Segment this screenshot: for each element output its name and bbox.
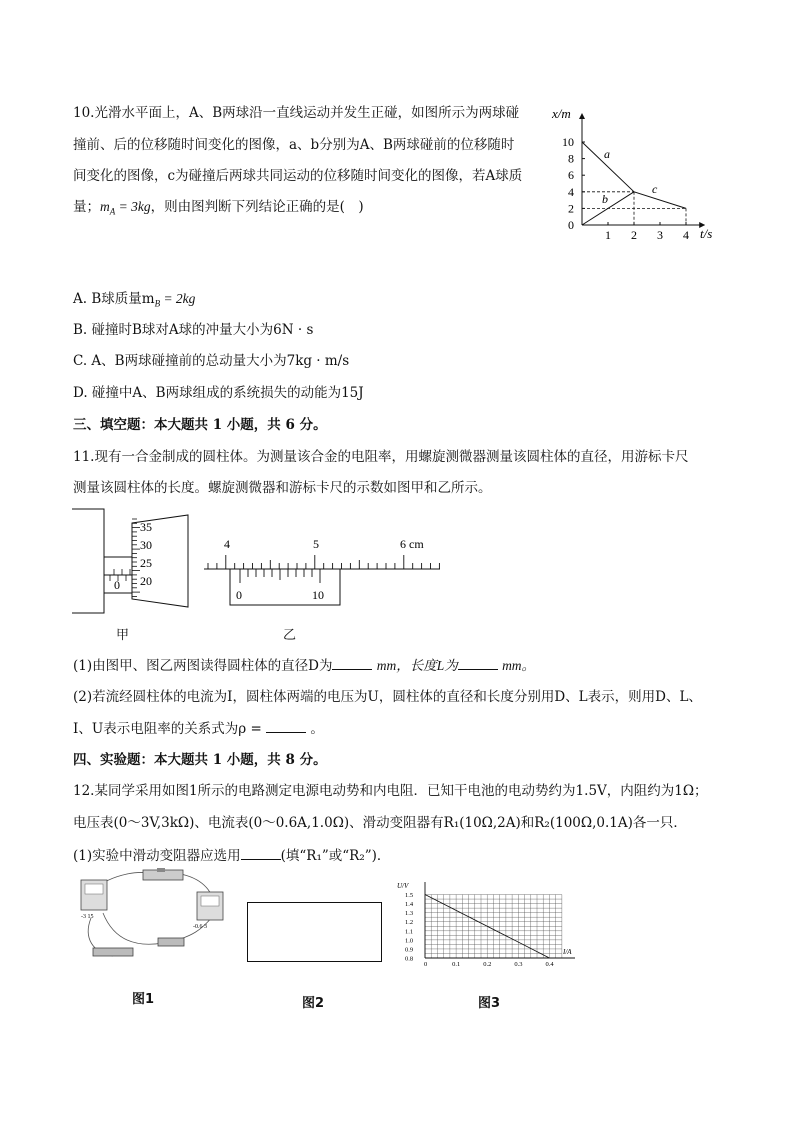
xt-ytick-4: 4: [568, 184, 574, 199]
caliper-figure: [200, 533, 445, 618]
micrometer-sleeve-zero: 0: [114, 578, 120, 592]
caption-jia: 甲: [116, 628, 130, 643]
xt-line-c: [634, 192, 686, 209]
q11-sub2-text: I、U表示电阻率的关系式为ρ =: [73, 721, 262, 737]
q10-option-b: B. 碰撞时B球对A球的冲量大小为6N · s: [73, 322, 314, 338]
q11-sub1-unit2: mm。: [502, 658, 536, 673]
q11-diameter-blank[interactable]: [332, 656, 372, 670]
ui-ytick-1.2: 1.2: [405, 919, 414, 927]
section3-heading: 三、填空题：本大题共 1 小题，共 6 分。: [73, 417, 327, 433]
q12-line1: 12.某同学采用如图1所示的电路测定电源电动势和内电阻．已知干电池的电动势约为1.5V，内阻约为1Ω；: [73, 783, 708, 799]
caliper-vernier-10: 10: [312, 588, 324, 602]
q11-sub2-line2: [73, 719, 324, 738]
q11-resistivity-blank[interactable]: [266, 719, 306, 733]
xt-xtick-1: 1: [605, 228, 611, 242]
ui-ylabel: U/V: [397, 882, 409, 890]
xt-xlabel: t/s: [700, 226, 713, 241]
q10-option-a-text: A. B球质量m: [73, 291, 155, 307]
q11-sub2-line1: (2)若流经圆柱体的电流为I，圆柱体两端的电压为U，圆柱体的直径和长度分别用D、L表示，则用D、L、: [73, 689, 702, 705]
fig2-empty-box: [247, 902, 382, 962]
ui-xlabel: I/A: [563, 948, 572, 956]
xt-ytick-0: 0: [568, 218, 574, 232]
ui-xtick-0: 0: [424, 961, 428, 968]
caption-yi: 乙: [283, 628, 297, 643]
xt-xtick-2: 2: [631, 228, 637, 242]
q11-length-blank[interactable]: [458, 656, 498, 670]
xt-ytick-10: 10: [562, 135, 574, 149]
q11-line1: 11.现有一合金制成的圆柱体。为测量该合金的电阻率，用螺旋测微器测量该圆柱体的直径，用游标卡尺: [73, 449, 689, 465]
q11-sub2-end: 。: [310, 721, 324, 737]
xt-label-c: c: [652, 182, 658, 196]
q10-mass-sub: A: [109, 206, 116, 217]
q10-option-a-val: = 2kg: [160, 291, 196, 306]
ui-ytick-0.9: 0.9: [405, 946, 414, 954]
q10-option-d: D. 碰撞中A、B两球组成的系统损失的动能为15J: [73, 385, 364, 401]
q10-line4: [73, 198, 364, 221]
ui-ytick-1.1: 1.1: [405, 928, 414, 936]
caliper-vernier-0: 0: [236, 588, 242, 602]
xt-label-a: a: [604, 147, 610, 161]
q12-sub1-end: (填“R₁”或“R₂”)．: [280, 848, 391, 864]
ui-ytick-1.0: 1.0: [405, 937, 414, 945]
ammeter-label: -0.6 3: [193, 924, 207, 930]
q10-line4-post: ，则由图判断下列结论正确的是( ): [150, 199, 364, 215]
micrometer-tick-30: 30: [140, 538, 152, 552]
xt-chart: [540, 100, 730, 245]
xt-ylabel: x/m: [552, 106, 571, 121]
fig3-caption: 图3: [478, 996, 501, 1011]
caliper-main-6: 6 cm: [400, 537, 424, 551]
q12-sub1: [73, 846, 390, 865]
fig2-caption: 图2: [302, 996, 325, 1011]
q12-line2: 电压表(0～3V,3kΩ)、电流表(0～0.6A,1.0Ω)、滑动变阻器有R₁(10Ω,2A)和R₂(100Ω,0.1A)各一只．: [73, 815, 687, 831]
micrometer-tick-20: 20: [140, 574, 152, 588]
ui-ytick-1.5: 1.5: [405, 892, 414, 900]
q11-sub1-text: (1)由图甲、图乙两图读得圆柱体的直径D为: [73, 658, 333, 674]
q10-line3: 间变化的图像，c为碰撞后两球共同运动的位移随时间变化的图像，若A球质: [73, 168, 523, 184]
q11-line2: 测量该圆柱体的长度。螺旋测微器和游标卡尺的示数如图甲和乙所示。: [73, 480, 492, 496]
xt-xtick-4: 4: [683, 228, 689, 242]
ui-ytick-1.4: 1.4: [405, 901, 414, 909]
ui-chart: [395, 878, 585, 973]
micrometer-tick-35: 35: [140, 520, 152, 534]
xt-ytick-6: 6: [568, 168, 574, 183]
ui-xtick-0.2: 0.2: [483, 961, 492, 968]
xt-xtick-3: 3: [657, 228, 663, 242]
switch-icon: [158, 938, 184, 946]
q12-rheostat-blank[interactable]: [241, 846, 281, 860]
micrometer-figure: [70, 505, 195, 620]
caliper-main-4: 4: [224, 537, 230, 551]
q11-sub1-unit1: mm，长度L为: [376, 658, 458, 673]
caliper-main-5: 5: [313, 537, 319, 551]
q10-line2: 撞前、后的位移随时间变化的图像，a、b分别为A、B两球碰前的位移随时: [73, 137, 515, 153]
xt-ytick-8: 8: [568, 151, 574, 166]
q10-line1: 10.光滑水平面上，A、B两球沿一直线运动并发生正碰，如图所示为两球碰: [73, 105, 520, 121]
circuit-figure: [73, 868, 233, 966]
battery-icon: [93, 948, 133, 956]
q12-sub1-text: (1)实验中滑动变阻器应选用: [73, 848, 241, 864]
ui-xtick-0.3: 0.3: [514, 961, 523, 968]
q10-option-c: C. A、B两球碰撞前的总动量大小为7kg · m/s: [73, 353, 350, 369]
ui-ytick-1.3: 1.3: [405, 910, 414, 918]
xt-ytick-2: 2: [568, 201, 574, 216]
ui-xtick-0.4: 0.4: [545, 961, 554, 968]
q11-sub1: [73, 656, 535, 675]
ui-xtick-0.1: 0.1: [452, 961, 461, 968]
q10-mass-symbol: m: [100, 199, 110, 214]
q10-option-a: [73, 290, 195, 313]
q10-mass-value: = 3kg: [115, 199, 151, 214]
xt-label-b: b: [602, 192, 608, 206]
section4-heading: 四、实验题：本大题共 1 小题，共 8 分。: [73, 752, 327, 768]
voltmeter-label: -3 15: [81, 914, 94, 920]
q10-line4-pre: 量；: [73, 199, 100, 215]
q10-option-a-sub: B: [154, 298, 161, 309]
ui-ytick-0.8: 0.8: [405, 955, 414, 963]
fig1-caption: 图1: [132, 992, 155, 1007]
micrometer-tick-25: 25: [140, 556, 152, 570]
